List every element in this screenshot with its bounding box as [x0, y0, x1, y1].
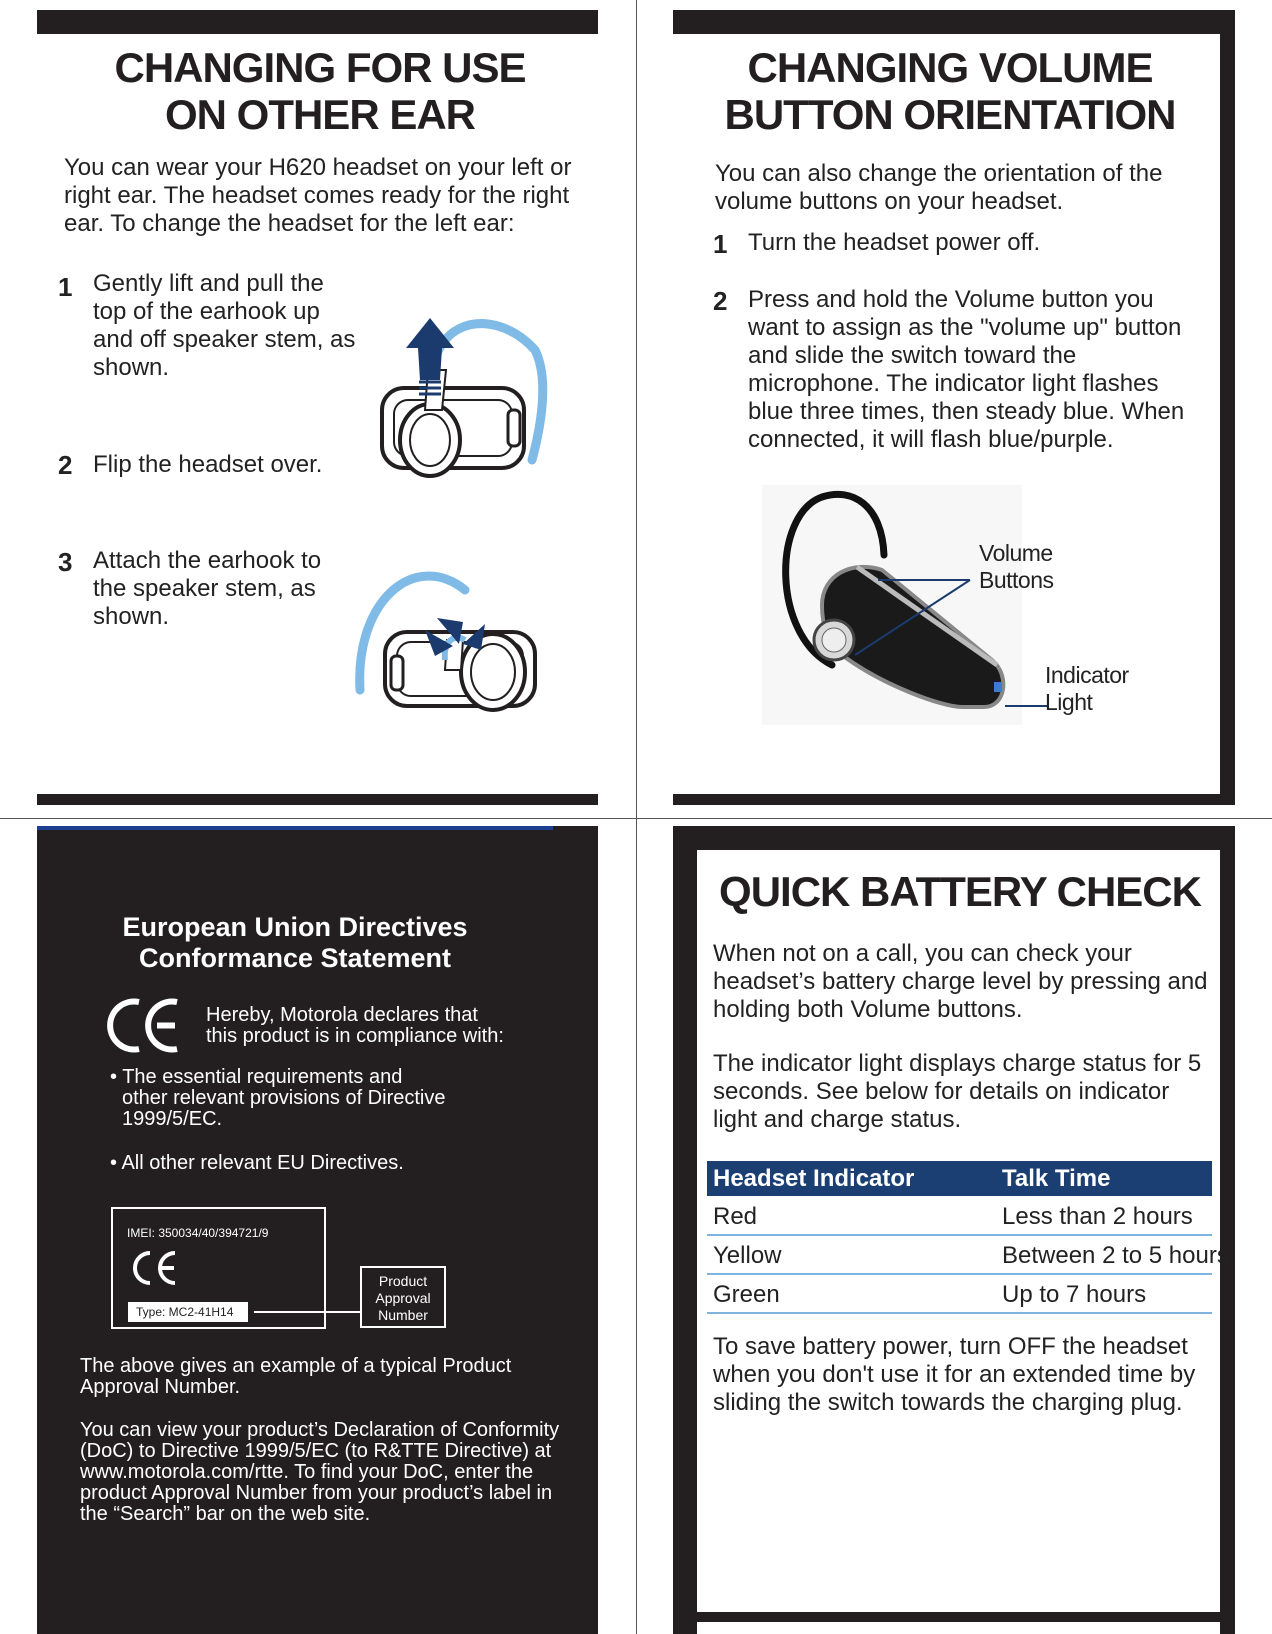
- table-row: [707, 1237, 1229, 1275]
- attach-earhook-illustration: [355, 560, 555, 730]
- panel2-right-bar: [1220, 10, 1235, 805]
- product-approval-number-box: Product Approval Number: [360, 1266, 446, 1328]
- panel1-step1-text: Gently lift and pull the top of the earhook up and off speaker stem, as shown.: [93, 270, 356, 381]
- page-divider-vertical: [636, 0, 637, 1634]
- panel1-bottom-bar: [37, 794, 598, 805]
- table-row: [707, 1198, 1212, 1236]
- talk-time: Less than 2 hours: [1002, 1203, 1193, 1230]
- bullet-essential-requirements: • The essential requirements and other relevant provisions of Directive 1999/5/EC.: [110, 1066, 446, 1130]
- imei-number: IMEI: 350034/40/394721/9: [127, 1226, 269, 1240]
- header-headset-indicator: Headset Indicator: [713, 1165, 915, 1192]
- panel3-blue-accent: [37, 826, 553, 830]
- talk-time: Between 2 to 5 hours: [1002, 1242, 1229, 1269]
- panel1-step1-number: 1: [58, 272, 73, 302]
- declaration-text: Hereby, Motorola declares that this product is in compliance with:: [206, 1004, 504, 1047]
- panel2-bottom-bar: [673, 794, 1234, 805]
- panel2-step1-text: Turn the headset power off.: [748, 229, 1041, 256]
- indicator-color: Green: [713, 1281, 780, 1308]
- panel4-right-bar: [1220, 826, 1235, 1634]
- type-number: Type: MC2-41H14: [128, 1302, 248, 1322]
- panel1-step3-text: Attach the earhook to the speaker stem, as shown.: [93, 547, 322, 630]
- panel1-step2-number: 2: [58, 450, 73, 480]
- battery-table-header: [707, 1161, 1212, 1196]
- page-divider-horizontal: [0, 818, 1272, 819]
- ce-mark-icon: [105, 998, 185, 1053]
- battery-saving-tip: To save battery power, turn OFF the headset when you don't use it for an extended time by sliding the switch towards the charging plug.: [713, 1333, 1196, 1416]
- declaration-of-conformity-text: You can view your product’s Declaration of Conformity (DoC) to Directive 1999/5/EC (to R&TTE Directive) at www.motorola.com/rtte. To find your DoC, enter the product Approval Number from your product’s label in the “Search” bar on the web site.: [80, 1419, 560, 1525]
- panel2-step2-text: Press and hold the Volume button you want to assign as the "volume up" button and slide the switch toward the microphone. The indicator light flashes blue three times, then steady blue. When connected, it will flash blue/purple.: [748, 286, 1185, 453]
- remove-earhook-illustration: [370, 310, 550, 510]
- battery-check-instructions: When not on a call, you can check your headset’s battery charge level by pressing and holding both Volume buttons.: [713, 940, 1208, 1023]
- panel4-title: QUICK BATTERY CHECK: [719, 868, 1201, 915]
- indicator-color: Yellow: [713, 1242, 782, 1269]
- talk-time: Up to 7 hours: [1002, 1281, 1147, 1308]
- panel1-step2-text: Flip the headset over.: [93, 451, 323, 478]
- panel1-top-bar: [37, 10, 598, 34]
- ce-mark-small-icon: [128, 1250, 180, 1286]
- bullet-other-directives: • All other relevant EU Directives.: [110, 1152, 404, 1174]
- approval-example-text: The above gives an example of a typical Product Approval Number.: [80, 1355, 512, 1398]
- indicator-color: Red: [713, 1203, 758, 1230]
- panel4-bottom-bar: [673, 1612, 1234, 1622]
- panel1-step3-number: 3: [58, 547, 73, 577]
- panel1-intro: You can wear your H620 headset on your left or right ear. The headset comes ready for the right ear. To change the headset for the left ear:: [64, 154, 572, 237]
- panel2-top-bar: [673, 10, 1234, 34]
- panel2-step2-number: 2: [713, 286, 728, 316]
- approval-connector-line: [254, 1311, 360, 1313]
- indicator-description: The indicator light displays charge status for 5 seconds. See below for details on indicator light and charge status.: [713, 1050, 1202, 1133]
- panel2-intro: You can also change the orientation of the volume buttons on your headset.: [715, 160, 1163, 215]
- panel2-step1-number: 1: [713, 229, 728, 259]
- panel4-left-bar: [673, 826, 697, 1634]
- panel4-top-bar: [673, 826, 1234, 850]
- volume-buttons-callout: Volume Buttons: [979, 540, 1054, 593]
- indicator-light-callout: Indicator Light: [1045, 662, 1129, 715]
- panel2-title: CHANGING VOLUME BUTTON ORIENTATION: [724, 44, 1176, 138]
- panel1-title: CHANGING FOR USE ON OTHER EAR: [114, 44, 526, 138]
- header-talk-time: Talk Time: [1002, 1165, 1111, 1192]
- table-row: [707, 1276, 1212, 1314]
- panel3-title: European Union Directives Conformance Statement: [122, 912, 468, 973]
